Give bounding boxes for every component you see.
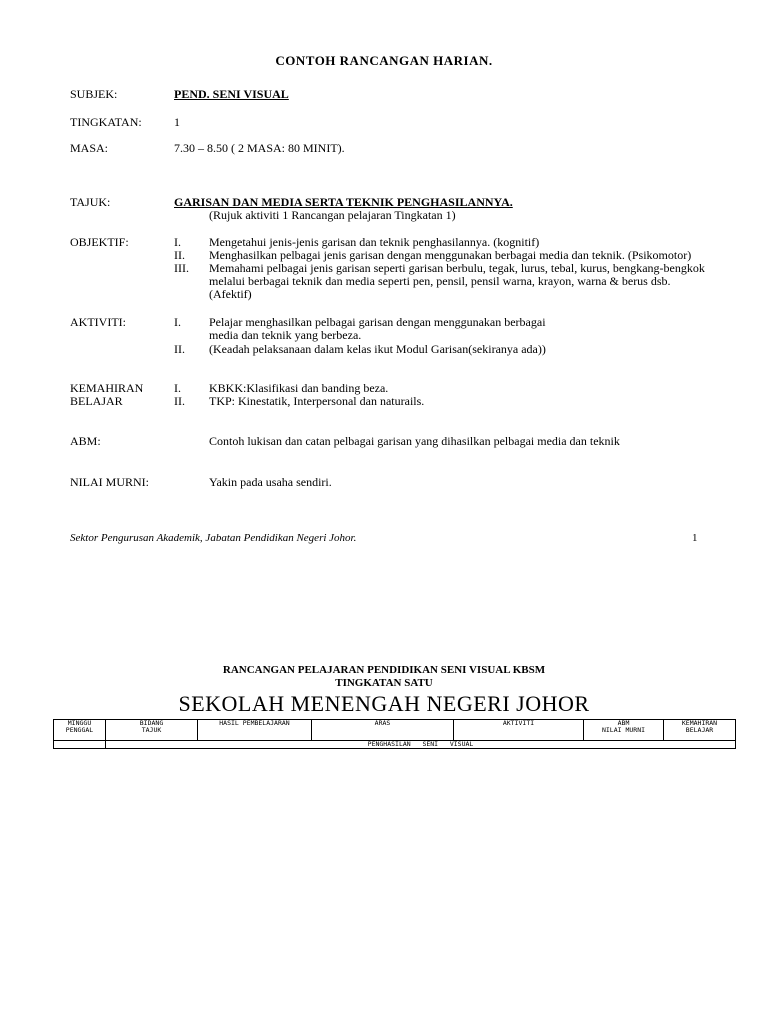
tingkatan-value: 1 (174, 115, 180, 129)
objektif-text: (Afektif) (209, 287, 252, 301)
table-header-cell: ARAS (312, 720, 454, 741)
abm-value: Contoh lukisan dan catan pelbagai garisan yang dihasilkan pelbagai media dan teknik (209, 434, 620, 448)
section-row: PENGHASILAN SENI VISUAL (106, 741, 736, 749)
tajuk-label: TAJUK: (70, 195, 111, 209)
plan-subheading: TINGKATAN SATU (335, 677, 433, 689)
objektif-num: III. (174, 261, 189, 275)
nilai-murni-label: NILAI MURNI: (70, 475, 149, 489)
objektif-text: Memahami pelbagai jenis garisan seperti garisan berbulu, tegak, lurus, tebal, kurus, bengkang-bengkok (209, 261, 705, 275)
table-header-cell: MINGGU PENGGAL (54, 720, 106, 741)
table-row (54, 741, 736, 749)
plan-heading: RANCANGAN PELAJARAN PENDIDIKAN SENI VISUAL KBSM (222, 664, 546, 676)
aktiviti-num: I. (174, 315, 181, 329)
table-header-cell: KEMAHIRAN BELAJAR (664, 720, 736, 741)
objektif-text: melalui berbagai teknik dan media seperti pen, pensil, pensil warna, krayon, warna & berus dsb. (209, 274, 671, 288)
kemahiran-num: I. (174, 381, 181, 395)
objektif-label: OBJEKTIF: (70, 235, 129, 249)
masa-label: MASA: (70, 141, 109, 155)
tajuk-note: (Rujuk aktiviti 1 Rancangan pelajaran Tingkatan 1) (209, 208, 456, 222)
plan-table (53, 719, 736, 749)
page-number: 1 (692, 532, 698, 544)
subjek-value: PEND. SENI VISUAL (174, 87, 289, 101)
subjek-label: SUBJEK: (70, 87, 118, 101)
table-cell (54, 741, 106, 749)
nilai-murni-value: Yakin pada usaha sendiri. (209, 475, 332, 489)
kemahiran-text: KBKK:Klasifikasi dan banding beza. (209, 381, 389, 395)
objektif-text: Mengetahui jenis-jenis garisan dan teknik penghasilannya. (kognitif) (209, 235, 540, 249)
table-header-row (54, 720, 736, 741)
objektif-num: I. (174, 235, 181, 249)
aktiviti-text: Pelajar menghasilkan pelbagai garisan dengan menggunakan berbagai (209, 315, 546, 329)
masa-value: 7.30 – 8.50 ( 2 MASA: 80 MINIT). (174, 141, 345, 155)
tajuk-value: GARISAN DAN MEDIA SERTA TEKNIK PENGHASILANNYA. (174, 195, 513, 209)
kemahiran-num: II. (174, 394, 185, 408)
page-footer: Sektor Pengurusan Akademik, Jabatan Pendidikan Negeri Johor. (70, 532, 357, 544)
aktiviti-label: AKTIVITI: (70, 315, 126, 329)
table-header-cell: HASIL PEMBELAJARAN (198, 720, 312, 741)
kemahiran-label: KEMAHIRAN (70, 381, 144, 395)
school-name: SEKOLAH MENENGAH NEGERI JOHOR (178, 691, 590, 716)
kemahiran-text: TKP: Kinestatik, Interpersonal dan naturails. (209, 394, 425, 408)
aktiviti-text: media dan teknik yang berbeza. (209, 328, 362, 342)
aktiviti-text: (Keadah pelaksanaan dalam kelas ikut Modul Garisan(sekiranya ada)) (209, 342, 546, 356)
table-header-cell: BIDANG TAJUK (106, 720, 198, 741)
objektif-num: II. (174, 248, 185, 262)
aktiviti-num: II. (174, 342, 185, 356)
tingkatan-label: TINGKATAN: (70, 115, 142, 129)
objektif-text: Menghasilkan pelbagai jenis garisan dengan menggunakan berbagai media dan teknik. (Psikomotor) (209, 248, 692, 262)
kemahiran-label: BELAJAR (70, 394, 123, 408)
table-header-cell: ABM NILAI MURNI (584, 720, 664, 741)
abm-label: ABM: (70, 434, 101, 448)
page-title: CONTOH RANCANGAN HARIAN. (275, 53, 493, 68)
table-header-cell: AKTIVITI (454, 720, 584, 741)
